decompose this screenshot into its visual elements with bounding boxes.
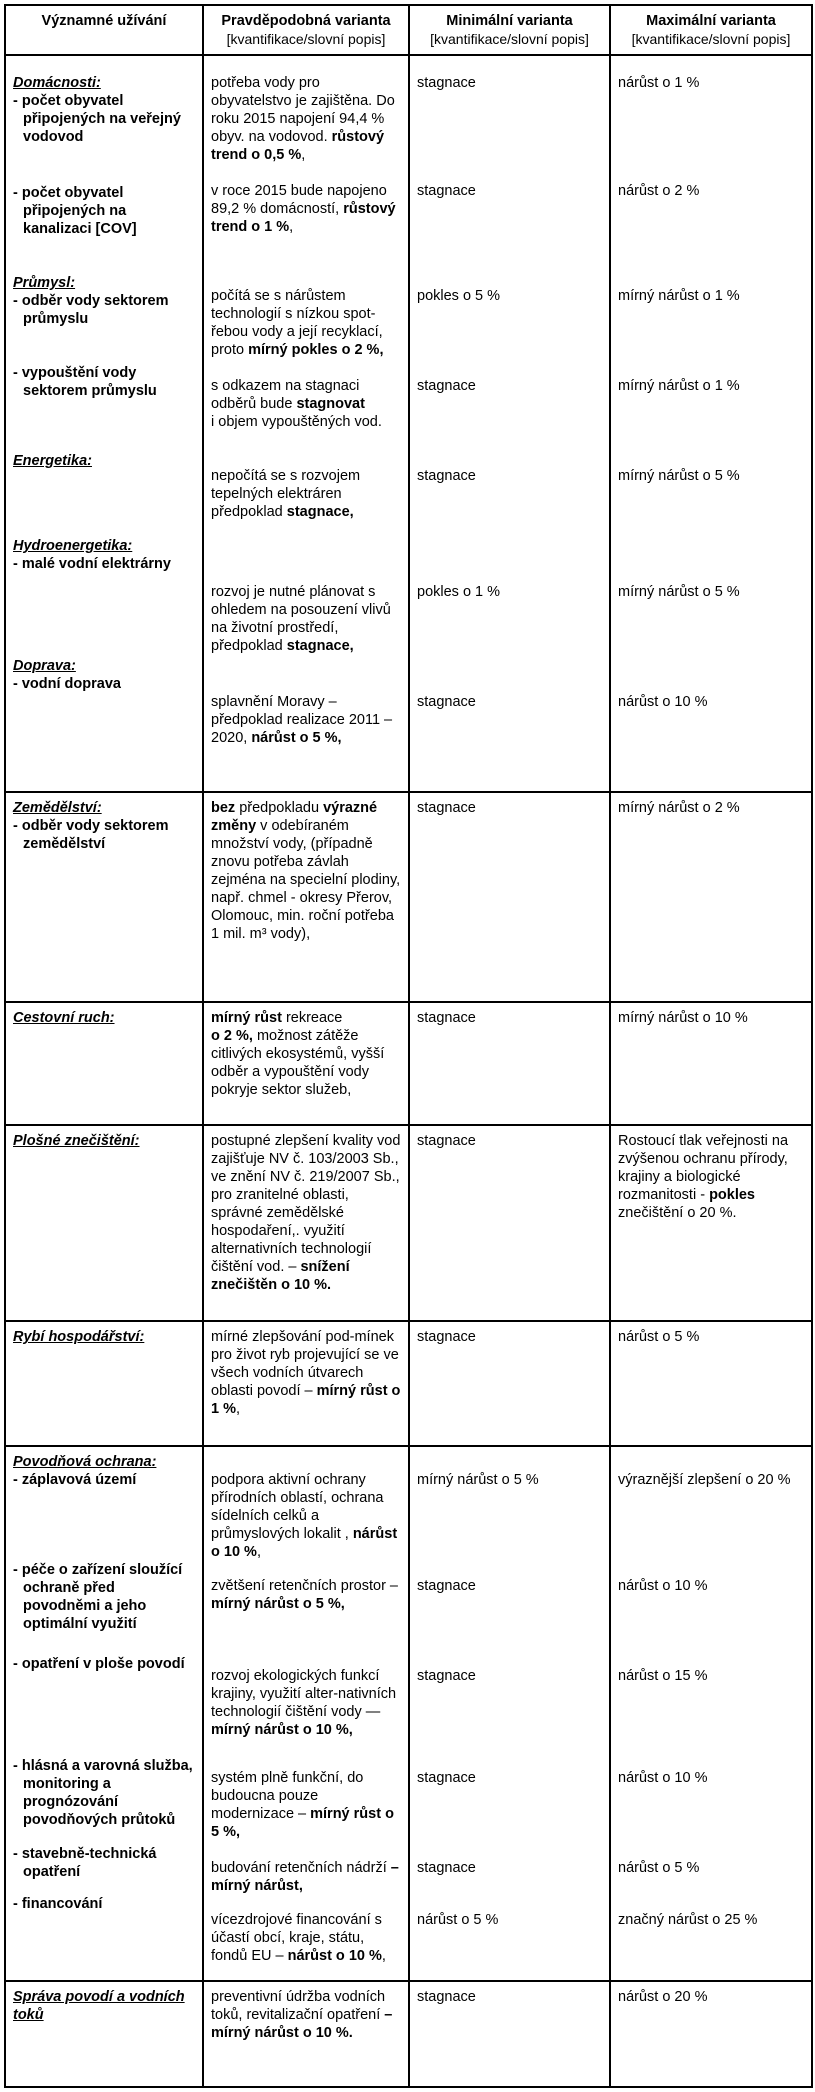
probable-river-management bbox=[203, 1981, 409, 2087]
probable-floodplains-trend: nárůst o 10 % bbox=[211, 1526, 398, 1560]
probable-sewerage-text: v roce 2015 bude napojeno 89,2 % domácností, bbox=[211, 183, 387, 217]
use-river-management bbox=[5, 1981, 203, 2087]
item-financing: - financování bbox=[13, 1896, 103, 1912]
probable-flood-facilities bbox=[211, 1577, 401, 1667]
probable-industry-discharge-tail: i objem vypouštěných vod. bbox=[211, 414, 382, 430]
probable-fishery bbox=[203, 1321, 409, 1446]
use-fishery bbox=[5, 1321, 203, 1446]
header-minimal-title: Minimální varianta bbox=[446, 13, 573, 29]
probable-transport-trend: nárůst o 5 %, bbox=[251, 730, 342, 746]
category-energy: Energetika: bbox=[13, 453, 92, 469]
maximal-water-supply: nárůst o 1 % bbox=[618, 75, 700, 91]
item-warning-service: - hlásná a varovná služba, monitoring a prognózování povodňových průtoků bbox=[13, 1758, 193, 1828]
item-water-transport: - vodní doprava bbox=[13, 676, 121, 692]
probable-tourism-bold1: mírný růst bbox=[211, 1010, 282, 1026]
probable-transport-text: splavnění Moravy – předpoklad realizace 2011 – 2020, bbox=[211, 694, 393, 746]
maximal-flood-facilities: nárůst o 10 % bbox=[618, 1578, 708, 1594]
probable-catchment-measures bbox=[211, 1667, 401, 1769]
minimal-agriculture: stagnace bbox=[409, 792, 610, 1002]
header-probable bbox=[203, 5, 409, 55]
maximal-diffuse-pollution bbox=[610, 1125, 812, 1321]
minimal-financing: nárůst o 5 % bbox=[417, 1912, 499, 1928]
header-row bbox=[5, 5, 812, 55]
maximal-cell-block1 bbox=[610, 55, 812, 792]
minimal-industry-withdrawal: pokles o 5 % bbox=[417, 288, 501, 304]
minimal-transport bbox=[417, 685, 602, 711]
maximal-tourism: mírný nárůst o 10 % bbox=[610, 1002, 812, 1125]
use-cell-block1 bbox=[5, 55, 203, 792]
header-minimal bbox=[409, 5, 610, 55]
water-use-table bbox=[4, 4, 813, 2088]
maximal-sewerage: nárůst o 2 % bbox=[618, 183, 700, 199]
header-maximal-sub: [kvantifikace/slovní popis] bbox=[631, 31, 791, 47]
minimal-cell-block1 bbox=[409, 55, 610, 792]
probable-hydropower-text: rozvoj je nutné plánovat s ohledem na posouzení vlivů na životní prostředí, předpoklad bbox=[211, 584, 391, 654]
probable-river-management-text: preventivní údržba vodních toků, revitalizační opatření bbox=[211, 1989, 386, 2023]
maximal-technical-measures: nárůst o 5 % bbox=[618, 1860, 700, 1876]
category-tourism: Cestovní ruch: bbox=[13, 1010, 115, 1026]
header-maximal bbox=[610, 5, 812, 55]
header-probable-title: Pravděpodobná varianta bbox=[221, 13, 391, 29]
minimal-water-supply: stagnace bbox=[417, 75, 476, 91]
table-row-flood-protection bbox=[5, 1446, 812, 1981]
probable-agriculture-bold2: výrazné změny bbox=[211, 800, 378, 834]
maximal-financing: značný nárůst o 25 % bbox=[618, 1912, 758, 1928]
probable-energy-trend: stagnace, bbox=[286, 504, 354, 520]
maximal-catchment-measures: nárůst o 15 % bbox=[618, 1668, 708, 1684]
maximal-diffuse-pollution-tail: znečištění o 20 %. bbox=[618, 1205, 737, 1221]
probable-water-supply bbox=[211, 74, 401, 182]
header-minimal-sub: [kvantifikace/slovní popis] bbox=[430, 31, 589, 47]
use-flood-protection bbox=[5, 1446, 203, 1981]
category-agriculture: Zemědělství: bbox=[13, 800, 102, 816]
maximal-energy: mírný nárůst o 5 % bbox=[618, 468, 740, 484]
table-row-tourism bbox=[5, 1002, 812, 1125]
probable-flood-facilities-text: zvětšení retenčních prostor – bbox=[211, 1578, 398, 1594]
maximal-warning-service: nárůst o 10 % bbox=[618, 1770, 708, 1786]
probable-industry-discharge-text: s odkazem na stagnaci odběrů bude bbox=[211, 378, 360, 412]
table-row-river-management bbox=[5, 1981, 812, 2087]
maximal-diffuse-pollution-text: Rostoucí tlak veřejnosti na zvýšenou ochranu přírody, krajiny a biologické rozmanitosti - bbox=[618, 1133, 789, 1203]
probable-cell-block1 bbox=[203, 55, 409, 792]
item-small-hydro: - malé vodní elektrárny bbox=[13, 556, 171, 572]
maximal-floodplains: výraznější zlepšení o 20 % bbox=[618, 1472, 791, 1488]
minimal-technical-measures: stagnace bbox=[417, 1860, 476, 1876]
probable-river-management-trend: – mírný nárůst o 10 %. bbox=[211, 2007, 393, 2041]
probable-agriculture-text1: předpokladu bbox=[239, 800, 320, 816]
probable-diffuse-pollution-text: postupné zlepšení kvality vod zajišťuje NV č. 103/2003 Sb., ve znění NV č. 219/2007 Sb., pro zranitelné oblasti, správné zemědělské hospodaření,. využití alternativních technologií čištění vod. – bbox=[211, 1133, 401, 1275]
minimal-flood-facilities: stagnace bbox=[417, 1578, 476, 1594]
probable-flood-facilities-trend: mírný nárůst o 5 %, bbox=[211, 1596, 345, 1612]
category-industry: Průmysl: bbox=[13, 275, 76, 291]
probable-financing-trend: nárůst o 10 % bbox=[287, 1948, 382, 1964]
use-agriculture bbox=[5, 792, 203, 1002]
probable-floodplains-text: podpora aktivní ochrany přírodních oblastí, ochrana sídelních celků a průmyslových lokalit , bbox=[211, 1472, 384, 1542]
minimal-hydropower-text: pokles o 1 % bbox=[417, 584, 501, 600]
minimal-fishery: stagnace bbox=[409, 1321, 610, 1446]
header-use bbox=[5, 5, 203, 55]
table-row-households-transport bbox=[5, 55, 812, 792]
table-row-agriculture bbox=[5, 792, 812, 1002]
item-industry-withdrawal: - odběr vody sektorem průmyslu bbox=[13, 293, 169, 327]
probable-floodplains bbox=[211, 1471, 401, 1577]
maximal-fishery: nárůst o 5 % bbox=[610, 1321, 812, 1446]
item-flood-facilities: - péče o zařízení sloužící ochraně před povodněmi a jeho optimální využití bbox=[13, 1562, 183, 1632]
table-row-fishery bbox=[5, 1321, 812, 1446]
item-agriculture-withdrawal: - odběr vody sektorem zemědělství bbox=[13, 818, 169, 852]
probable-catchment-measures-text: rozvoj ekologických funkcí krajiny, využití alter-nativních technologií čištění vody — bbox=[211, 1668, 397, 1720]
minimal-floodplains: mírný nárůst o 5 % bbox=[417, 1472, 539, 1488]
minimal-industry-discharge: stagnace bbox=[417, 378, 476, 394]
header-probable-sub: [kvantifikace/slovní popis] bbox=[226, 31, 386, 47]
probable-energy bbox=[211, 467, 401, 565]
minimal-river-management: stagnace bbox=[409, 1981, 610, 2087]
item-catchment-measures: - opatření v ploše povodí bbox=[13, 1656, 185, 1672]
probable-fishery-text: mírné zlepšování pod-mínek pro život ryb projevující se ve všech vodních útvarech oblasti povodí – bbox=[211, 1329, 399, 1399]
probable-water-supply-comma: , bbox=[301, 147, 306, 163]
probable-fishery-trend: mírný růst o 1 % bbox=[211, 1383, 401, 1417]
header-maximal-title: Maximální varianta bbox=[646, 13, 776, 29]
probable-warning-service-text: systém plně funkční, do budoucna pouze modernizace – bbox=[211, 1770, 364, 1822]
minimal-warning-service: stagnace bbox=[417, 1770, 476, 1786]
probable-water-supply-text: potřeba vody pro obyvatelstvo je zajištěna. Do roku 2015 napojení 94,4 % obyv. na vodovod. bbox=[211, 75, 395, 145]
item-sewerage: - počet obyvatel připojených na kanalizaci [COV] bbox=[13, 185, 137, 237]
probable-flood-protection bbox=[203, 1446, 409, 1981]
use-tourism bbox=[5, 1002, 203, 1125]
probable-technical-measures bbox=[211, 1859, 401, 1911]
table-row-diffuse-pollution bbox=[5, 1125, 812, 1321]
minimal-tourism: stagnace bbox=[409, 1002, 610, 1125]
probable-tourism-text2: možnost zátěže citlivých ekosystémů, vyšší odběr a vypouštění vody pokryje sektor služeb, bbox=[211, 1028, 385, 1098]
use-diffuse-pollution bbox=[5, 1125, 203, 1321]
probable-floodplains-comma: , bbox=[256, 1544, 261, 1560]
minimal-flood-protection bbox=[409, 1446, 610, 1981]
probable-financing-text: vícezdrojové financování s účastí obcí, kraje, státu, fondů EU – bbox=[211, 1912, 382, 1964]
category-fishery: Rybí hospodářství: bbox=[13, 1329, 145, 1345]
maximal-hydropower-text: mírný nárůst o 5 % bbox=[618, 584, 740, 600]
category-diffuse-pollution: Plošné znečištění: bbox=[13, 1133, 140, 1149]
category-river-management: Správa povodí a vodních toků bbox=[13, 1989, 185, 2023]
maximal-flood-protection bbox=[610, 1446, 812, 1981]
probable-agriculture-bold1: bez bbox=[211, 800, 236, 816]
minimal-hydropower bbox=[417, 565, 602, 685]
maximal-industry-withdrawal: mírný nárůst o 1 % bbox=[618, 288, 740, 304]
probable-sewerage-trend: růstový trend o 1 % bbox=[211, 201, 396, 235]
minimal-catchment-measures: stagnace bbox=[417, 1668, 476, 1684]
minimal-energy: stagnace bbox=[417, 468, 476, 484]
minimal-sewerage: stagnace bbox=[417, 183, 476, 199]
minimal-transport-text: stagnace bbox=[417, 694, 476, 710]
maximal-river-management: nárůst o 20 % bbox=[610, 1981, 812, 2087]
item-water-supply: - počet obyvatel připojených na veřejný vodovod bbox=[13, 93, 181, 145]
maximal-diffuse-pollution-trend: pokles bbox=[709, 1187, 755, 1203]
probable-hydropower bbox=[211, 565, 401, 685]
item-technical-measures: - stavebně-technická opatření bbox=[13, 1846, 157, 1880]
category-flood-protection: Povodňová ochrana: bbox=[13, 1454, 157, 1470]
probable-fishery-comma: , bbox=[236, 1401, 241, 1417]
maximal-hydropower bbox=[618, 565, 804, 685]
header-use-label: Významné užívání bbox=[41, 13, 167, 29]
probable-agriculture bbox=[203, 792, 409, 1002]
probable-catchment-measures-trend: mírný nárůst o 10 %, bbox=[211, 1722, 353, 1738]
item-industry-discharge: - vypouštění vody sektorem průmyslu bbox=[13, 365, 157, 399]
probable-hydropower-trend: stagnace, bbox=[286, 638, 354, 654]
probable-financing bbox=[211, 1911, 401, 1965]
probable-industry-discharge-trend: stagnovat bbox=[296, 396, 365, 412]
item-floodplains: - záplavová území bbox=[13, 1472, 137, 1488]
probable-energy-text: nepočítá se s rozvojem tepelných elektráren předpoklad bbox=[211, 468, 361, 520]
probable-industry-withdrawal-trend: mírný pokles o 2 %, bbox=[248, 342, 384, 358]
probable-industry-withdrawal bbox=[211, 287, 401, 377]
probable-transport bbox=[211, 685, 401, 747]
minimal-diffuse-pollution: stagnace bbox=[409, 1125, 610, 1321]
probable-sewerage-comma: , bbox=[289, 219, 294, 235]
probable-financing-comma: , bbox=[381, 1948, 386, 1964]
category-hydropower: Hydroenergetika: bbox=[13, 538, 133, 554]
probable-industry-discharge bbox=[211, 377, 401, 467]
probable-technical-measures-trend: – mírný nárůst, bbox=[211, 1860, 399, 1894]
category-households: Domácnosti: bbox=[13, 75, 101, 91]
maximal-transport bbox=[618, 685, 804, 711]
probable-warning-service-trend: mírný růst o 5 %, bbox=[211, 1806, 394, 1840]
probable-sewerage bbox=[211, 182, 401, 287]
probable-agriculture-text2: v odebíraném množství vody, (případně znovu potřeba závlah zejména na specielní plodiny, např. chmel - okresy Přerov, Olomouc, min. roční potřeba 1 mil. m³ vody), bbox=[211, 818, 401, 942]
probable-technical-measures-text: budování retenčních nádrží bbox=[211, 1860, 387, 1876]
probable-diffuse-pollution-trend: snížení znečištěn o 10 %. bbox=[211, 1259, 350, 1293]
maximal-transport-text: nárůst o 10 % bbox=[618, 694, 708, 710]
probable-tourism-bold2: o 2 %, bbox=[211, 1028, 253, 1044]
maximal-agriculture: mírný nárůst o 2 % bbox=[610, 792, 812, 1002]
probable-tourism bbox=[203, 1002, 409, 1125]
probable-water-supply-trend: růstový trend o 0,5 % bbox=[211, 129, 385, 163]
probable-warning-service bbox=[211, 1769, 401, 1859]
probable-industry-withdrawal-text: počítá se s nárůstem technologií s nízkou spot-řebou vody a její recyklací, proto bbox=[211, 288, 383, 358]
probable-tourism-text1: rekreace bbox=[285, 1010, 343, 1026]
category-transport: Doprava: bbox=[13, 658, 76, 674]
maximal-industry-discharge: mírný nárůst o 1 % bbox=[618, 378, 740, 394]
probable-diffuse-pollution bbox=[203, 1125, 409, 1321]
